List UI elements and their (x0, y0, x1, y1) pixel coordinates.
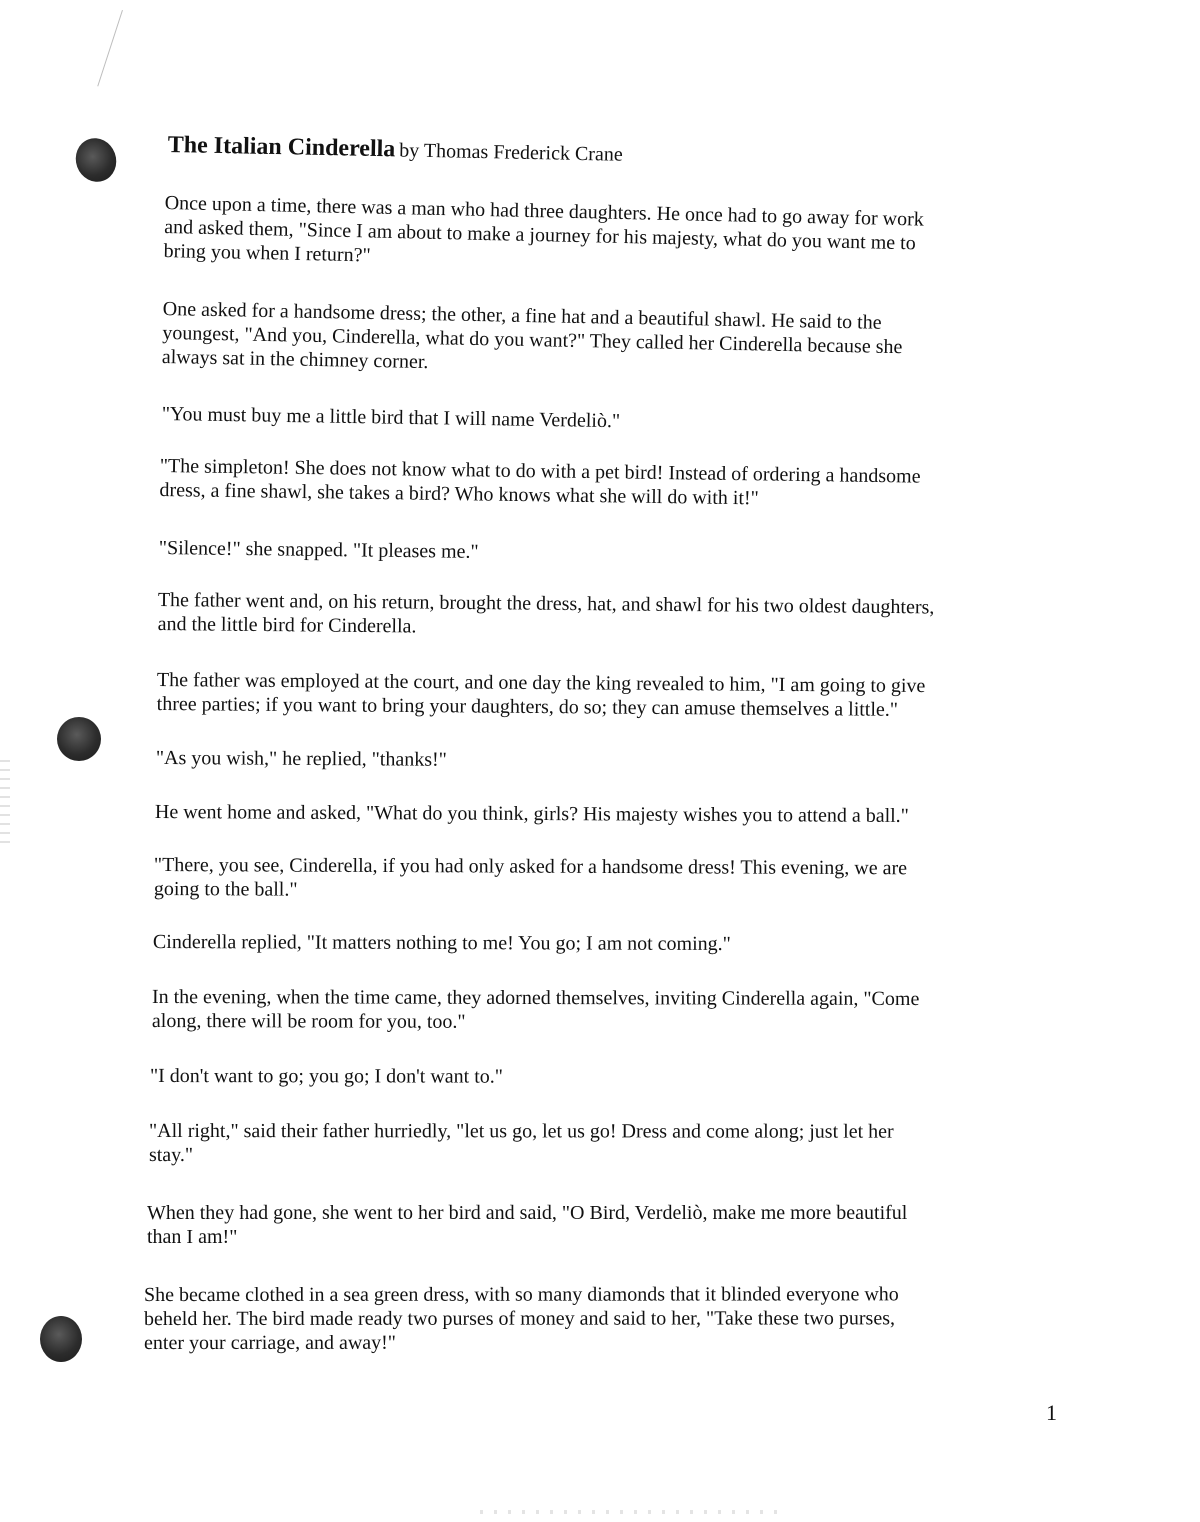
paragraph: One asked for a handsome dress; the other, a fine hat and a beautiful shawl. He said to the youngest, "And you, Cinderella, what do you want?" They called her Cinderella because she always sat in the chimney corner. (161, 297, 903, 374)
punch-hole-bottom (40, 1316, 82, 1362)
document-title: The Italian Cinderella (167, 132, 396, 163)
scratch-mark (97, 10, 123, 86)
punch-hole-middle (57, 717, 101, 761)
punch-hole-top (70, 132, 123, 187)
paragraph: Once upon a time, there was a man who had three daughters. He once had to go away for work and asked them, "Since I am about to make a journey for his majesty, what do you want me to bring you when I return?" (163, 191, 924, 267)
paragraph: "As you wish," he replied, "thanks!" (155, 747, 447, 771)
paragraph: The father went and, on his return, brought the dress, hat, and shawl for his two oldest daughters, and the little bird for Cinderella. (157, 588, 935, 638)
bottom-specks (480, 1510, 780, 1514)
page-number: 1 (1046, 1400, 1057, 1425)
paragraph: The father was employed at the court, and one day the king revealed to him, "I am going to give three parties; if you want to bring your daughters, do so; they can amuse themselves a little." (156, 668, 926, 721)
edge-marks (0, 760, 10, 850)
paragraph: She became clothed in a sea green dress, with so many diamonds that it blinded everyone who beheld her. The bird made ready two purses of money and said to her, "Take these two purses, enter your carriage, and away!" (144, 1283, 899, 1354)
paragraph: When they had gone, she went to her bird and said, "O Bird, Verdeliò, make me more beautiful than I am!" (147, 1202, 908, 1248)
paragraph: Cinderella replied, "It matters nothing to me! You go; I am not coming." (152, 931, 731, 956)
paragraph: "I don't want to go; you go; I don't want to." (149, 1065, 503, 1088)
paragraph: "You must buy me a little bird that I will name Verdeliò." (161, 402, 621, 433)
paragraph: He went home and asked, "What do you think, girls? His majesty wishes you to attend a ball." (154, 801, 909, 827)
document-byline: by Thomas Frederick Crane (399, 139, 623, 166)
paragraph: "All right," said their father hurriedly, "let us go, let us go! Dress and come along; just let her stay." (148, 1120, 894, 1167)
paragraph: In the evening, when the time came, they adorned themselves, inviting Cinderella again, "Come along, there will be room for you, too." (151, 986, 920, 1033)
title-line (167, 132, 727, 170)
paragraph: "The simpleton! She does not know what to do with a pet bird! Instead of ordering a handsome dress, a fine shawl, she takes a bird? Who knows what she will do with it!" (159, 454, 921, 510)
paragraph: "Silence!" she snapped. "It pleases me." (158, 536, 479, 563)
paragraph: "There, you see, Cinderella, if you had only asked for a handsome dress! This evening, we are going to the ball." (153, 854, 908, 901)
